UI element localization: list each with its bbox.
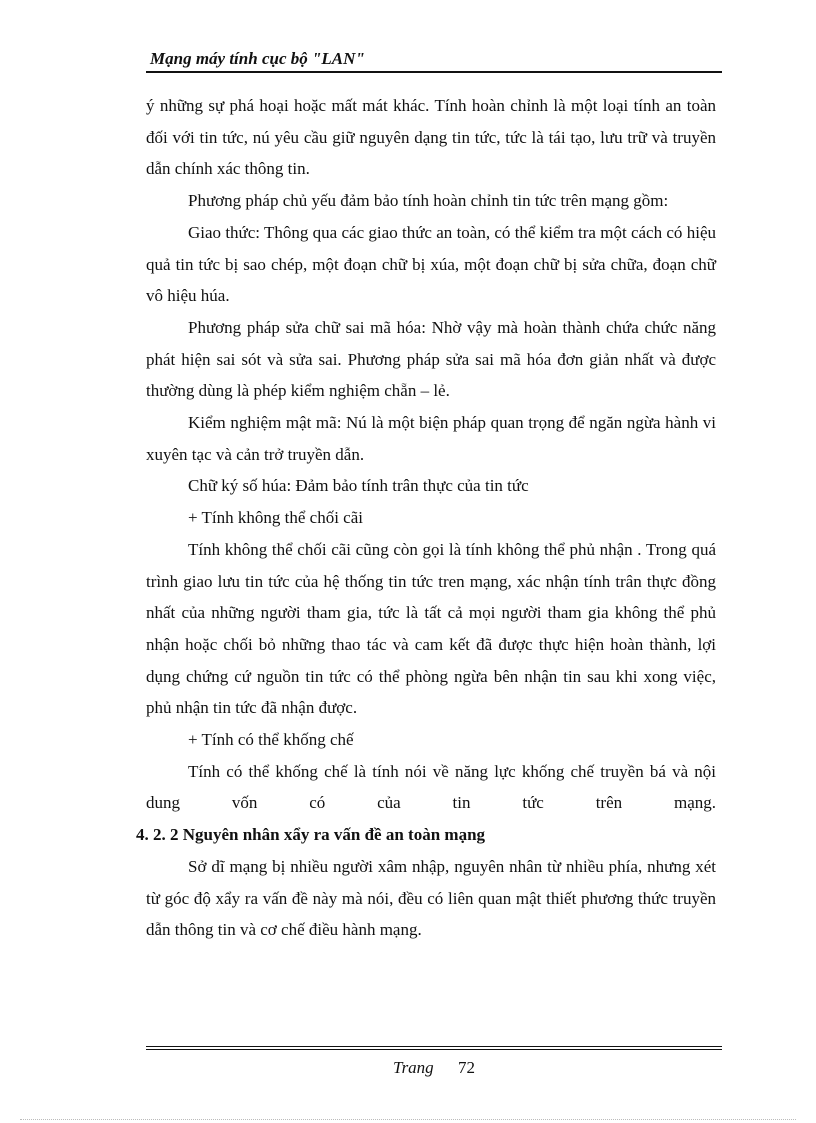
header-rule bbox=[146, 71, 722, 73]
page-header bbox=[146, 48, 722, 70]
page-number-line bbox=[146, 1058, 722, 1078]
paragraph: Sở dĩ mạng bị nhiều người xâm nhập, nguyên nhân từ nhiều phía, nhưng xét từ góc độ xẩy ra vấn đề này mà nói, đều có liên quan mật thiết phương thức truyền dẫn thông tin và cơ chế điều hành mạng. bbox=[146, 856, 716, 940]
paragraph: Giao thức: Thông qua các giao thức an toàn, có thể kiểm tra một cách có hiệu quả tin tức bị sao chép, một đoạn chữ bị xúa, một đoạn chữ bị sửa chữa, đoạn chữ vô hiệu húa. bbox=[146, 222, 716, 306]
paragraph: Chữ ký số húa: Đảm bảo tính trân thực của tin tức bbox=[188, 476, 529, 496]
paragraph: Phương pháp sửa chữ sai mã hóa: Nhờ vậy mà hoàn thành chứa chức năng phát hiện sai sót và sửa sai. Phương pháp sửa sai mã hóa đơn giản nhất và được thường dùng là phép kiểm nghiệm chẵn – lẻ. bbox=[146, 317, 716, 401]
paragraph: Kiểm nghiệm mật mã: Nú là một biện pháp quan trọng để ngăn ngừa hành vi xuyên tạc và cản trở truyền dẫn. bbox=[146, 413, 716, 464]
page-number: 72 bbox=[457, 1058, 475, 1077]
section-heading: 4. 2. 2 Nguyên nhân xẩy ra vấn đề an toàn mạng bbox=[136, 825, 486, 845]
page-footer bbox=[146, 1046, 722, 1078]
list-item-heading: + Tính có thể khống chế bbox=[188, 730, 354, 750]
paragraph-continuation: ý những sự phá hoại hoặc mất mát khác. Tính hoàn chỉnh là một loại tính an toàn đối với tin tức, nú yêu cầu giữ nguyên dạng tin tức, tức là tái tạo, lưu trữ và truyền dẫn chính xác thông tin. bbox=[146, 96, 716, 179]
paragraph: Phương pháp chủ yếu đảm bảo tính hoàn chỉnh tin tức trên mạng gồm: bbox=[188, 191, 669, 211]
document-body bbox=[136, 90, 716, 946]
footer-rule bbox=[146, 1046, 722, 1050]
list-item-heading: + Tính không thể chối cãi bbox=[188, 508, 363, 528]
page-edge-dotted-line bbox=[20, 1119, 796, 1120]
page-label: Trang bbox=[393, 1058, 434, 1077]
paragraph: Tính không thể chối cãi cũng còn gọi là tính không thể phủ nhận . Trong quá trình giao lưu tin tức của hệ thống tin tức tren mạng, xác nhận tính trân thực đồng nhất của những người tham gia, tức là tất cả mọi người tham gia không thể phủ nhận hoặc chối bỏ những thao tác và cam kết đã được thực hiện hoàn thành, lợi dụng chứng cứ nguồn tin tức có thể phòng ngừa bên nhận tin sau khi xong việc, phủ nhận tin tức đã nhận được. bbox=[146, 539, 716, 718]
header-title: Mạng máy tính cục bộ "LAN" bbox=[150, 49, 365, 68]
paragraph: Tính có thể khống chế là tính nói về năng lực khống chế truyền bá và nội dung vốn có của tin tức trên mạng. bbox=[146, 761, 716, 813]
